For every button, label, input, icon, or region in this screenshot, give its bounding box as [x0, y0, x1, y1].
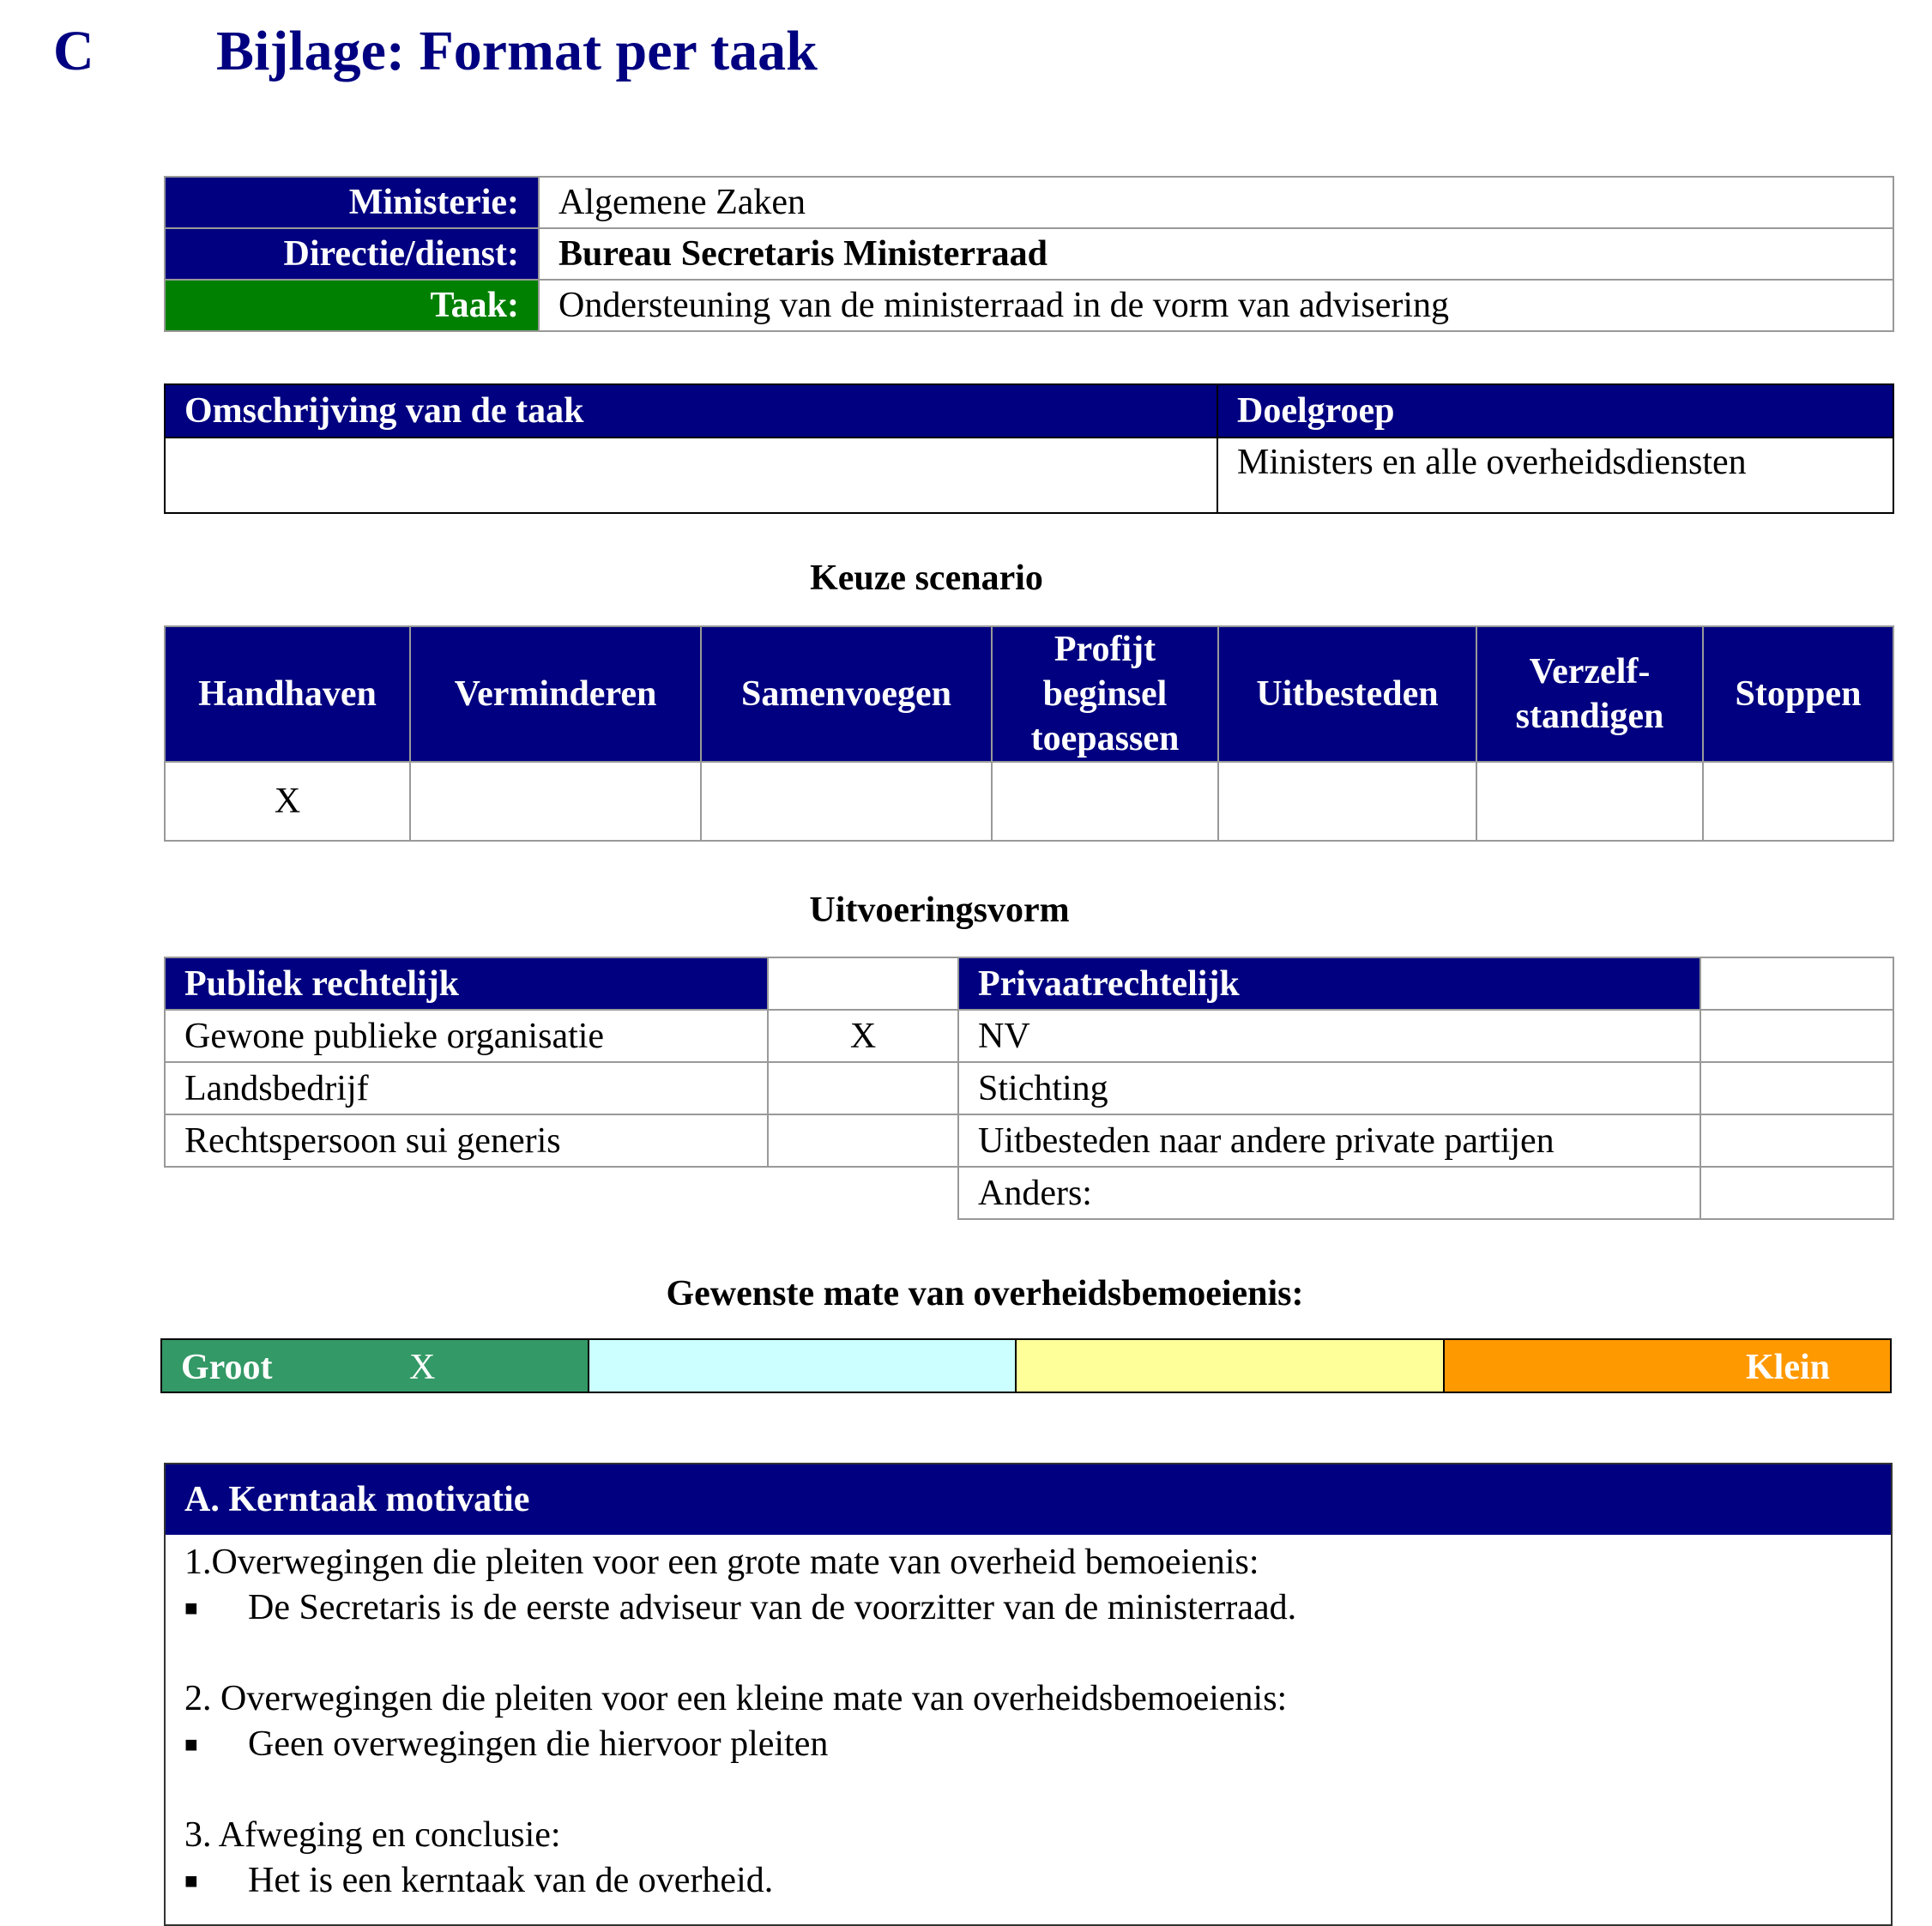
doelgroep-value: Ministers en alle overheidsdiensten — [1217, 438, 1893, 513]
scenario-header-handhaven: Handhaven — [165, 626, 410, 762]
publiek-row-label: Gewone publieke organisatie — [165, 1010, 768, 1062]
privaat-row-mark — [1700, 1062, 1893, 1114]
kerntaak-motivatie — [164, 1463, 1893, 1926]
description-table — [164, 383, 1894, 514]
scenario-header-verzelf-line1: Verzelf- — [1529, 652, 1651, 691]
privaat-row-mark — [1700, 1010, 1893, 1062]
privaat-header-mark — [1700, 957, 1893, 1010]
privaat-header: Privaatrechtelijk — [958, 957, 1700, 1010]
privaat-row-label: Stichting — [958, 1062, 1700, 1114]
scenario-header-verzelf-line2: standigen — [1515, 697, 1664, 736]
section-letter: C — [53, 20, 94, 82]
scenario-mark-stoppen — [1703, 762, 1893, 841]
scenario-header-uitbesteden: Uitbesteden — [1218, 626, 1476, 762]
scale-label-groot: Groot — [181, 1348, 273, 1387]
publiek-header-mark — [768, 957, 958, 1010]
taak-value: Ondersteuning van de ministerraad in de vorm van advisering — [539, 280, 1893, 331]
scenario-header-profijt-line3: toepassen — [1030, 719, 1180, 758]
omschrijving-header: Omschrijving van de taak — [165, 384, 1217, 438]
uitvoeringsvorm-table — [164, 957, 1894, 1220]
bullet-icon: ■ — [184, 1732, 198, 1757]
publiek-row-label: Rechtspersoon sui generis — [165, 1114, 768, 1167]
ministerie-row — [165, 177, 1893, 228]
ministerie-value: Algemene Zaken — [539, 177, 1893, 228]
table-row — [165, 1167, 1893, 1219]
table-row — [165, 1114, 1893, 1167]
scale-label-klein: Klein — [1745, 1348, 1830, 1387]
taak-row — [165, 280, 1893, 331]
motivatie-item-heading: 2. Overwegingen die pleiten voor een kleine mate van overheidsbemoeienis: — [184, 1679, 1288, 1718]
privaat-row-label: Uitbesteden naar andere private partijen — [958, 1114, 1700, 1167]
bemoeienis-scale — [160, 1338, 1892, 1393]
scenario-header-profijt — [992, 626, 1218, 762]
scenario-header-profijt-line1: Profijt — [1054, 630, 1156, 669]
motivatie-header: A. Kerntaak motivatie — [166, 1464, 1891, 1535]
scenario-mark-uitbesteden — [1218, 762, 1476, 841]
publiek-row-label: Landsbedrijf — [165, 1062, 768, 1114]
publiek-row-mark — [768, 1114, 958, 1167]
scenario-mark-handhaven: X — [165, 762, 410, 841]
motivatie-item-heading: 1.Overwegingen die pleiten voor een grote mate van overheid bemoeienis: — [184, 1543, 1259, 1582]
privaat-row-mark — [1700, 1167, 1893, 1219]
scenario-header-verminderen: Verminderen — [410, 626, 701, 762]
privaat-row-label: Anders: — [958, 1167, 1700, 1219]
publiek-header: Publiek rechtelijk — [165, 957, 768, 1010]
directie-row — [165, 228, 1893, 280]
ministerie-label: Ministerie: — [165, 177, 539, 228]
privaat-row-label: NV — [958, 1010, 1700, 1062]
bullet-icon: ■ — [184, 1596, 198, 1621]
privaat-row-mark — [1700, 1114, 1893, 1167]
scenario-mark-verminderen — [410, 762, 701, 841]
motivatie-body — [166, 1535, 1891, 1904]
list-item — [184, 1858, 1891, 1904]
page-title: Bijlage: Format per taak — [216, 20, 818, 82]
scenario-mark-profijt — [992, 762, 1218, 841]
bemoeienis-title: Gewenste mate van overheidsbemoeienis: — [666, 1274, 1304, 1313]
publiek-row-mark: X — [768, 1010, 958, 1062]
directie-label: Directie/dienst: — [165, 228, 539, 280]
taak-label: Taak: — [165, 280, 539, 331]
bullet-icon: ■ — [184, 1869, 198, 1893]
info-table — [164, 176, 1894, 332]
scale-segment-klein — [1445, 1340, 1890, 1392]
scale-segment-3 — [1017, 1340, 1445, 1392]
empty-cell — [768, 1167, 958, 1219]
motivatie-item-bullet: Geen overwegingen die hiervoor pleiten — [248, 1724, 829, 1764]
scenario-mark-verzelfstandigen — [1476, 762, 1703, 841]
publiek-row-mark — [768, 1062, 958, 1114]
scale-segment-2 — [589, 1340, 1017, 1392]
doelgroep-header: Doelgroep — [1217, 384, 1893, 438]
scenario-header-profijt-line2: beginsel — [1042, 674, 1168, 714]
uitvoeringsvorm-title: Uitvoeringsvorm — [809, 891, 1070, 930]
scenario-header-verzelfstandigen — [1476, 626, 1703, 762]
scenario-title: Keuze scenario — [810, 558, 1043, 598]
motivatie-item-bullet: De Secretaris is de eerste adviseur van de voorzitter van de ministerraad. — [248, 1588, 1297, 1627]
omschrijving-value — [165, 438, 1217, 513]
scale-mark-groot: X — [409, 1348, 436, 1387]
scenario-table — [164, 625, 1894, 842]
scenario-header-stoppen: Stoppen — [1703, 626, 1893, 762]
table-row — [165, 1062, 1893, 1114]
motivatie-item-bullet: Het is een kerntaak van de overheid. — [248, 1861, 774, 1900]
scenario-mark-samenvoegen — [701, 762, 992, 841]
list-item — [184, 1722, 1891, 1767]
directie-value: Bureau Secretaris Ministerraad — [539, 228, 1893, 280]
table-row — [165, 1010, 1893, 1062]
motivatie-item-heading: 3. Afweging en conclusie: — [184, 1815, 561, 1855]
scale-segment-groot — [162, 1340, 589, 1392]
empty-cell — [165, 1167, 768, 1219]
scenario-header-samenvoegen: Samenvoegen — [701, 626, 992, 762]
list-item — [184, 1585, 1891, 1631]
